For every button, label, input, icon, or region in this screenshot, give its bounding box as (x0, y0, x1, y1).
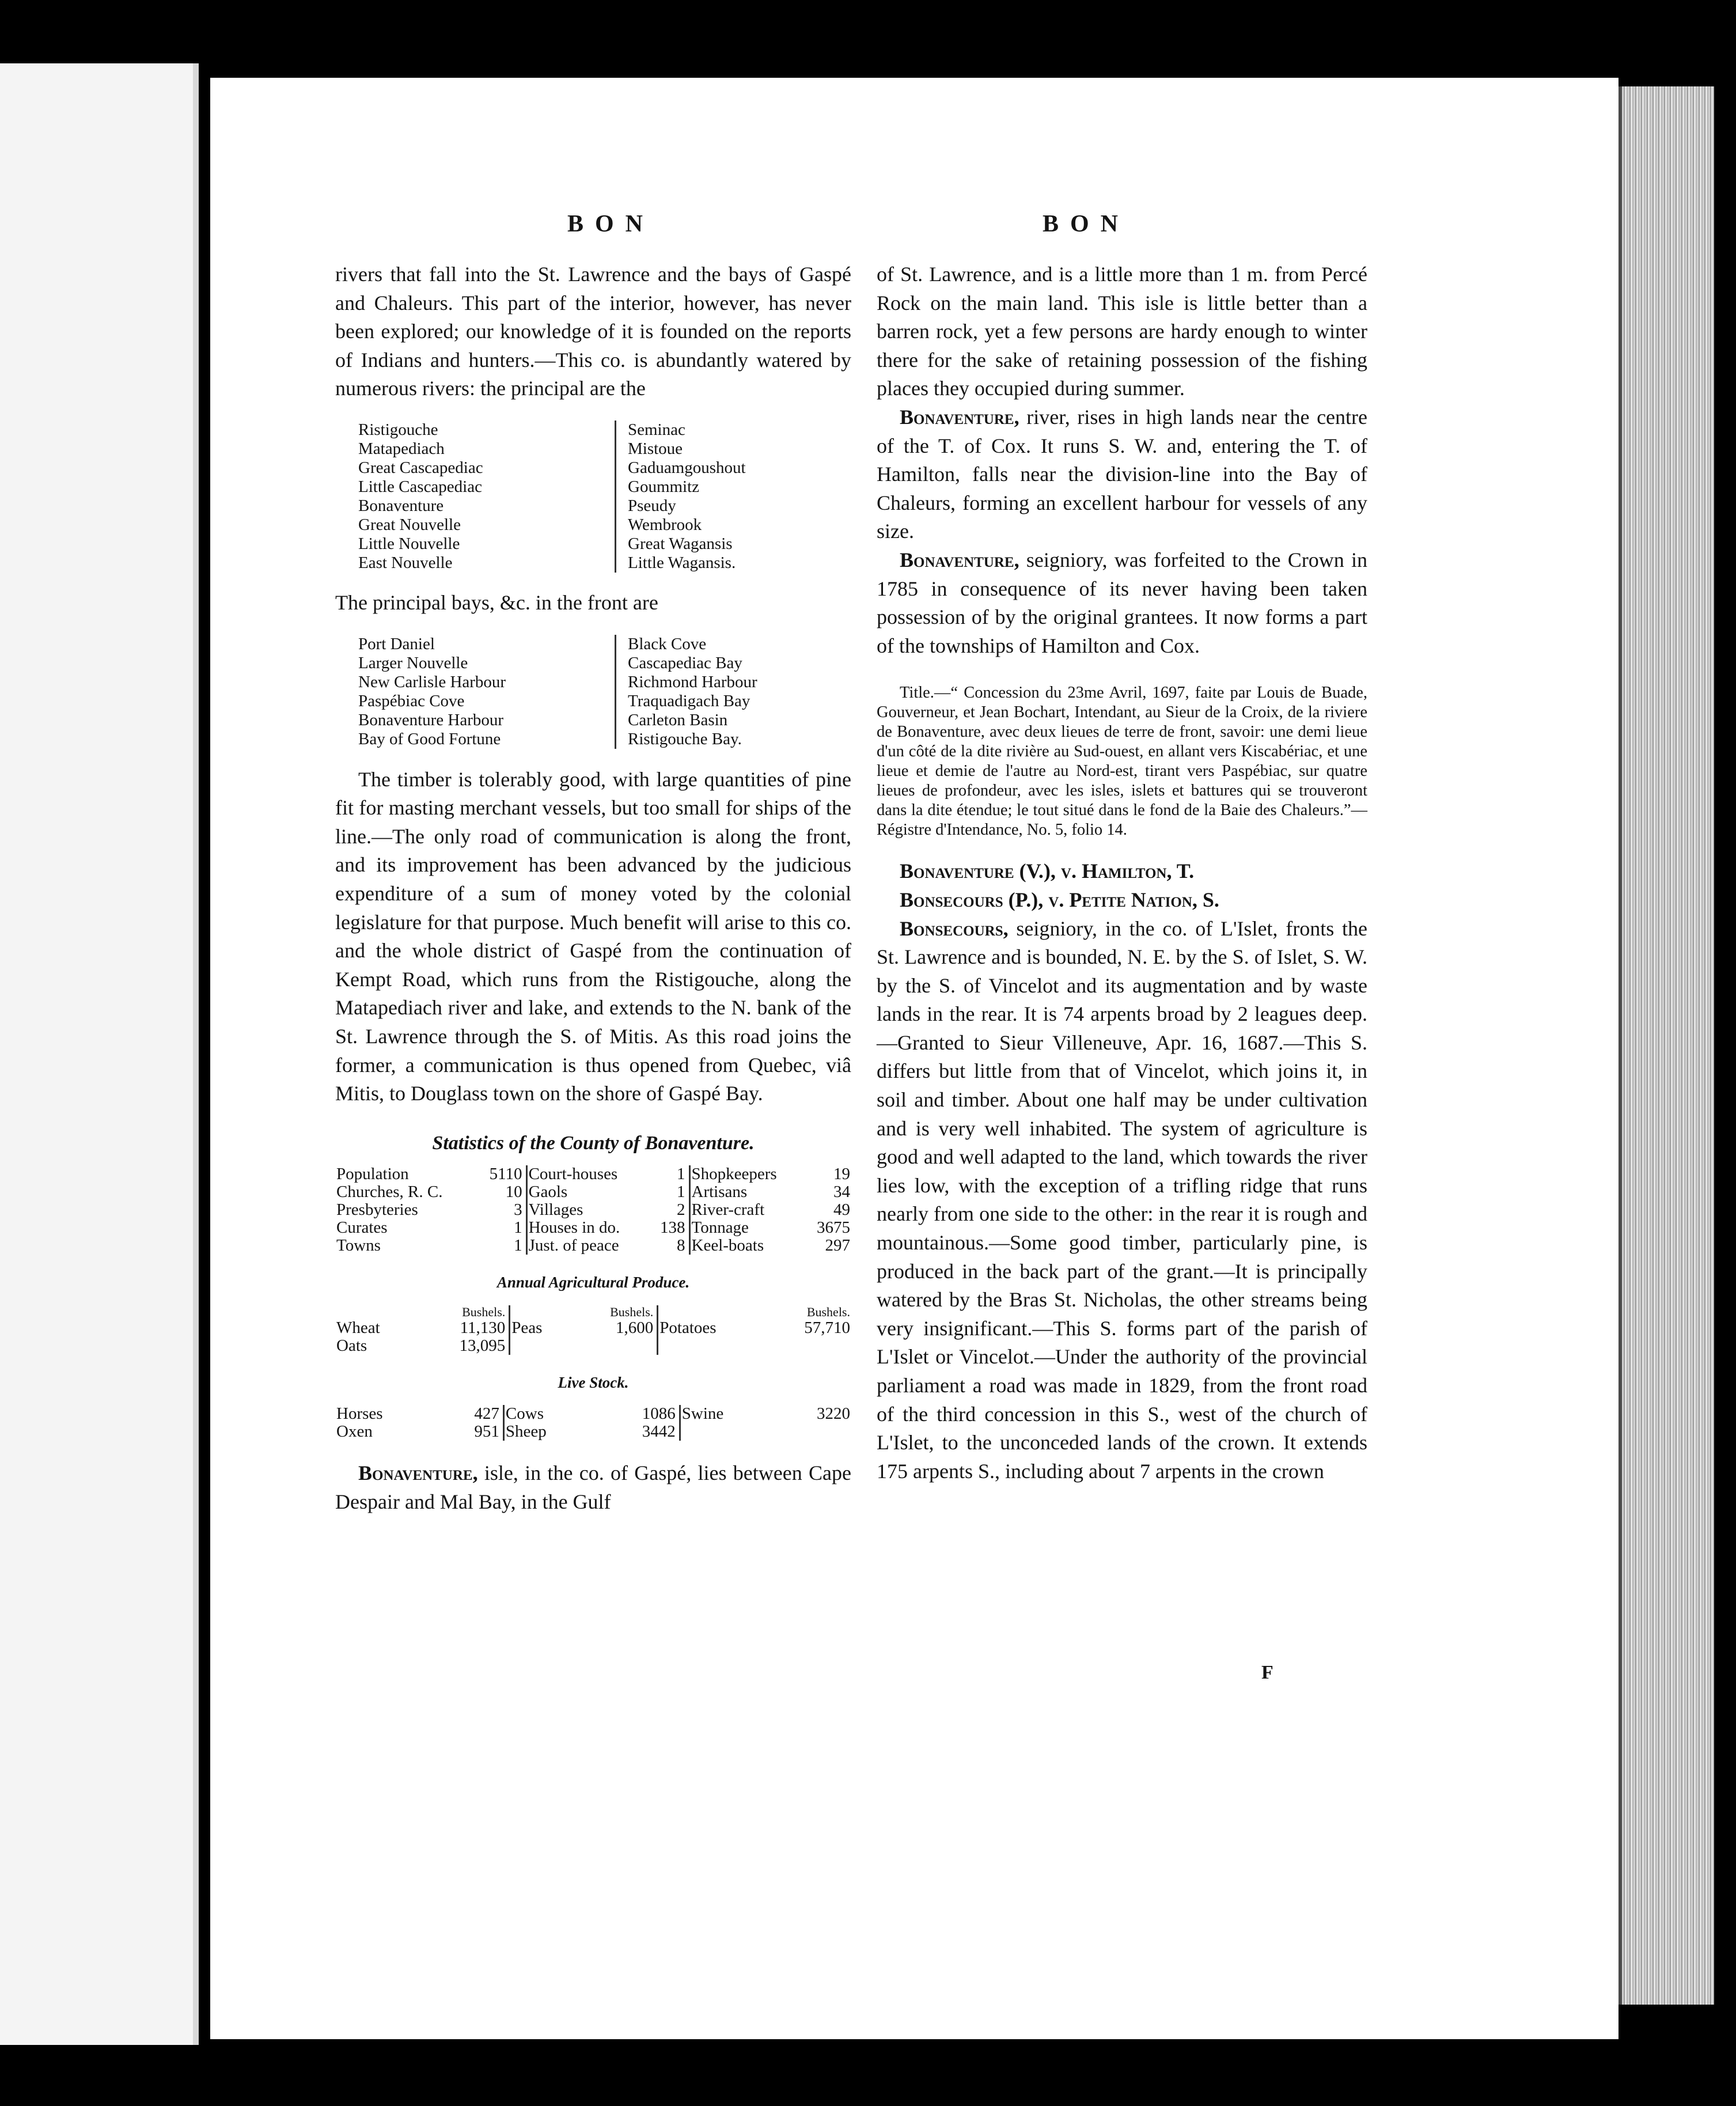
bay-name: Port Daniel (358, 634, 435, 653)
stat-label: Villages (528, 1200, 583, 1219)
stat-value: 8 (650, 1237, 689, 1255)
bays-list (335, 635, 851, 753)
right-column (877, 260, 1367, 1486)
stat-label: River-craft (691, 1200, 765, 1219)
bays-heading: The principal bays, &c. in the front are (335, 590, 658, 614)
wheat-value: 11,130 (418, 1319, 510, 1337)
river-name: Bonaventure (358, 496, 444, 515)
stat-label: Artisans (691, 1183, 748, 1202)
river-name: Little Nouvelle (358, 534, 460, 553)
live-stock-table (335, 1405, 851, 1441)
stat-label: Houses in do. (528, 1218, 620, 1237)
statistics-title: Statistics of the County of Bonaventure. (432, 1132, 755, 1154)
stat-label: Presbyteries (336, 1200, 418, 1219)
river-name: Gaduamgoushout (628, 458, 746, 477)
river-entry (877, 403, 1367, 546)
stat-value: 5110 (477, 1165, 527, 1183)
bay-name: Larger Nouvelle (358, 653, 468, 672)
facing-page-edge (193, 63, 199, 2045)
stat-value: 34 (833, 1183, 850, 1202)
stat-label: Towns (336, 1236, 381, 1255)
running-head-right: BON (1043, 211, 1130, 237)
bay-name: Ristigouche Bay. (628, 729, 742, 748)
bonsecours-entry (877, 915, 1367, 1486)
statistics-row (335, 1237, 851, 1255)
left-column (335, 260, 851, 1517)
stat-value: 427 (439, 1405, 504, 1423)
stat-label: Horses (336, 1404, 383, 1423)
river-name: Seminac (628, 420, 685, 439)
running-head-left: BON (567, 211, 655, 237)
river-name: East Nouvelle (358, 553, 453, 572)
stat-value: 138 (650, 1219, 689, 1237)
stat-value: 19 (833, 1165, 850, 1184)
oats-label: Oats (336, 1336, 367, 1355)
isle-continuation: of St. Lawrence, and is a little more than 1 m. from Percé Rock on the main land. This isle is little better than a barren rock, yet a few persons are hardy enough to winter there for the sake of retaining possession of the fishing places they occupied during summer. (877, 263, 1367, 400)
stat-label (680, 1423, 775, 1441)
stat-value: 3220 (817, 1404, 850, 1423)
stat-label: Tonnage (691, 1218, 749, 1237)
rivers-list-left (358, 421, 483, 573)
river-name: Mistoue (628, 439, 683, 458)
bushels-unit: Bushels. (570, 1305, 658, 1319)
stat-value: 1 (650, 1165, 689, 1183)
stat-label: Shopkeepers (691, 1165, 777, 1184)
bushels-unit: Bushels. (418, 1305, 510, 1319)
river-name: Little Cascapediac (358, 477, 482, 496)
bays-list-left (358, 635, 506, 749)
stat-value: 1086 (597, 1405, 680, 1423)
agricultural-produce-table (335, 1305, 851, 1355)
stat-label: Sheep (505, 1422, 547, 1441)
stat-value: 2 (650, 1201, 689, 1219)
river-name: Great Cascapediac (358, 458, 483, 477)
stat-value: 10 (477, 1183, 527, 1201)
bay-name: Bay of Good Fortune (358, 729, 501, 748)
statistics-table (335, 1165, 851, 1255)
river-name: Ristigouche (358, 420, 438, 439)
oats-value: 13,095 (418, 1337, 510, 1355)
river-entry-text: river, rises in high lands near the centre of the T. of Cox. It runs S. W. and, entering the T. of Hamilton, falls near the division-line into the Bay of Chaleurs, forming an excellent harbour for vessels of any size. (877, 405, 1367, 543)
cross-reference-bonsecours: Bonsecours (P.), v. Petite Nation, S. (900, 888, 1219, 911)
isle-entry-head: Bonaventure, (358, 1461, 478, 1485)
river-name: Pseudy (628, 496, 676, 515)
bay-name: Cascapediac Bay (628, 653, 742, 672)
stat-label: Churches, R. C. (336, 1183, 443, 1202)
statistics-row (335, 1219, 851, 1237)
statistics-row (335, 1165, 851, 1183)
cross-reference-bonaventure: Bonaventure (V.), v. Hamilton, T. (900, 859, 1195, 883)
stat-value: 3442 (597, 1423, 680, 1441)
isle-entry (335, 1459, 851, 1516)
bay-name: Paspébiac Cove (358, 691, 465, 710)
stat-label: Oxen (336, 1422, 373, 1441)
river-name: Great Wagansis (628, 534, 733, 553)
statistics-row (335, 1201, 851, 1219)
stat-value: 297 (825, 1236, 850, 1255)
title-concession-text: Title.—“ Concession du 23me Avril, 1697, faite par Louis de Buade, Gouverneur, et Jean Bochart, Intendant, au Sieur de la Croix, de la riviere de Bonaventure, avec deux lieues de terre de front, savoir: une demi lieue d'un côté de la dite rivière au Sud-ouest, en allant vers Kiscabériac, et une lieue et demie de l'autre au Nord-est, tirant vers Paspébiac, sur quatre lieues de profondeur, avec les isles, islets et battures qui se trouveront dans la dite étendue; le tout situé dans le fond de la Baie des Chaleurs.”—Régistre d'Intendance, No. 5, folio 14. (877, 684, 1367, 839)
stat-value: 1 (650, 1183, 689, 1201)
statistics-row (335, 1183, 851, 1201)
stat-label: Swine (681, 1404, 724, 1423)
timber-paragraph: The timber is tolerably good, with large quantities of pine fit for masting merchant vessels, but too small for ships of the line.—The only road of communication is along the front, and its improvement has been advanced by the judicious expenditure of a sum of money voted by the colonial legislature for that purpose. Much benefit will arise to this co. and the whole district of Gaspé from the continuation of Kempt Road, which runs from the Ristigouche, along the Matapediach river and lake, and extends to the N. bank of the St. Lawrence through the S. of Mitis. As this road joins the former, a communication is thus opened from Quebec, viâ Mitis, to Douglass town on the shore of Gaspé Bay. (335, 767, 851, 1105)
stat-value: 49 (833, 1200, 850, 1219)
bay-name: Carleton Basin (628, 710, 728, 729)
book-page-edges (1619, 86, 1714, 2005)
rivers-list-right (615, 421, 746, 573)
isle-entry-text: isle, in the co. of Gaspé, lies between Cape Despair and Mal Bay, in the Gulf (335, 1461, 851, 1514)
bays-list-right (615, 635, 757, 749)
potatoes-label: Potatoes (659, 1318, 717, 1337)
agricultural-produce-title: Annual Agricultural Produce. (496, 1274, 690, 1291)
bushels-unit: Bushels. (806, 1304, 850, 1319)
bay-name: Traquadigach Bay (628, 691, 751, 710)
seigniory-entry (877, 546, 1367, 660)
stat-label: Just. of peace (528, 1236, 619, 1255)
signature-mark: F (1261, 1662, 1273, 1683)
wheat-label: Wheat (336, 1318, 380, 1337)
peas-value: 1,600 (570, 1319, 658, 1337)
river-name: Wembrook (628, 515, 702, 534)
bay-name: Black Cove (628, 634, 707, 653)
live-stock-row (335, 1423, 851, 1441)
stat-value: 951 (439, 1423, 504, 1441)
live-stock-row (335, 1405, 851, 1423)
potatoes-value: 57,710 (804, 1318, 850, 1337)
bonsecours-entry-head: Bonsecours, (900, 916, 1009, 940)
bay-name: Richmond Harbour (628, 672, 757, 691)
stat-label: Gaols (528, 1183, 568, 1202)
stat-label: Keel-boats (691, 1236, 764, 1255)
bay-name: Bonaventure Harbour (358, 710, 504, 729)
river-name: Matapediach (358, 439, 445, 458)
river-entry-head: Bonaventure, (900, 405, 1019, 429)
stat-value: 3675 (817, 1218, 850, 1237)
stat-value (775, 1423, 851, 1441)
bay-name: New Carlisle Harbour (358, 672, 506, 691)
river-name: Great Nouvelle (358, 515, 461, 534)
river-name: Little Wagansis. (628, 553, 736, 572)
stat-value: 1 (477, 1219, 527, 1237)
seigniory-entry-text: seigniory, was forfeited to the Crown in 1785 in consequence of its never having been taken possession of by the original grantees. It now forms a part of the townships of Hamilton and Cox. (877, 548, 1367, 657)
stat-label: Curates (336, 1218, 388, 1237)
seigniory-entry-head: Bonaventure, (900, 548, 1019, 571)
stat-label: Court-houses (528, 1165, 618, 1184)
river-name: Goummitz (628, 477, 700, 496)
county-intro-paragraph: rivers that fall into the St. Lawrence and the bays of Gaspé and Chaleurs. This part of the interior, however, has never been explored; our knowledge of it is founded on the reports of Indians and hunters.—This co. is abundantly watered by numerous rivers: the principal are the (335, 263, 851, 400)
stat-label: Population (336, 1165, 409, 1184)
rivers-list (335, 421, 851, 576)
stat-value: 1 (477, 1237, 527, 1255)
peas-label: Peas (511, 1318, 543, 1337)
live-stock-title: Live Stock. (558, 1373, 629, 1391)
stat-label: Cows (505, 1404, 544, 1423)
stat-value: 3 (477, 1201, 527, 1219)
bonsecours-entry-text: seigniory, in the co. of L'Islet, fronts the St. Lawrence and is bounded, N. E. by the S. of Islet, S. W. by the S. of Vincelot and its augmentation and by waste lands in the rear. It is 74 arpents broad by 2 leagues deep.—Granted to Sieur Villeneuve, Apr. 16, 1687.—This S. differs but little from that of Vincelot, which joins it, in soil and timber. About one half may be under cultivation and is very well inhabited. The system of agriculture is good and well adapted to the land, which towards the river lies low, with the exception of a trifling ridge that runs nearly from one side to the other: in the rear it is rough and mountainous.—Some good timber, particularly pine, is produced in the back part of the grant.—It is principally watered by the Bras St. Nicholas, the other streams being very insignificant.—This S. forms part of the parish of L'Islet or Vincelot.—Under the authority of the provincial parliament a road was made in 1829, from the front road of the third concession in this S., west of the church of L'Islet, to the unconceded lands of the crown. It extends 175 arpents S., including about 7 arpents in the crown (877, 916, 1367, 1483)
facing-page (0, 63, 199, 2045)
title-concession-note (877, 683, 1367, 840)
